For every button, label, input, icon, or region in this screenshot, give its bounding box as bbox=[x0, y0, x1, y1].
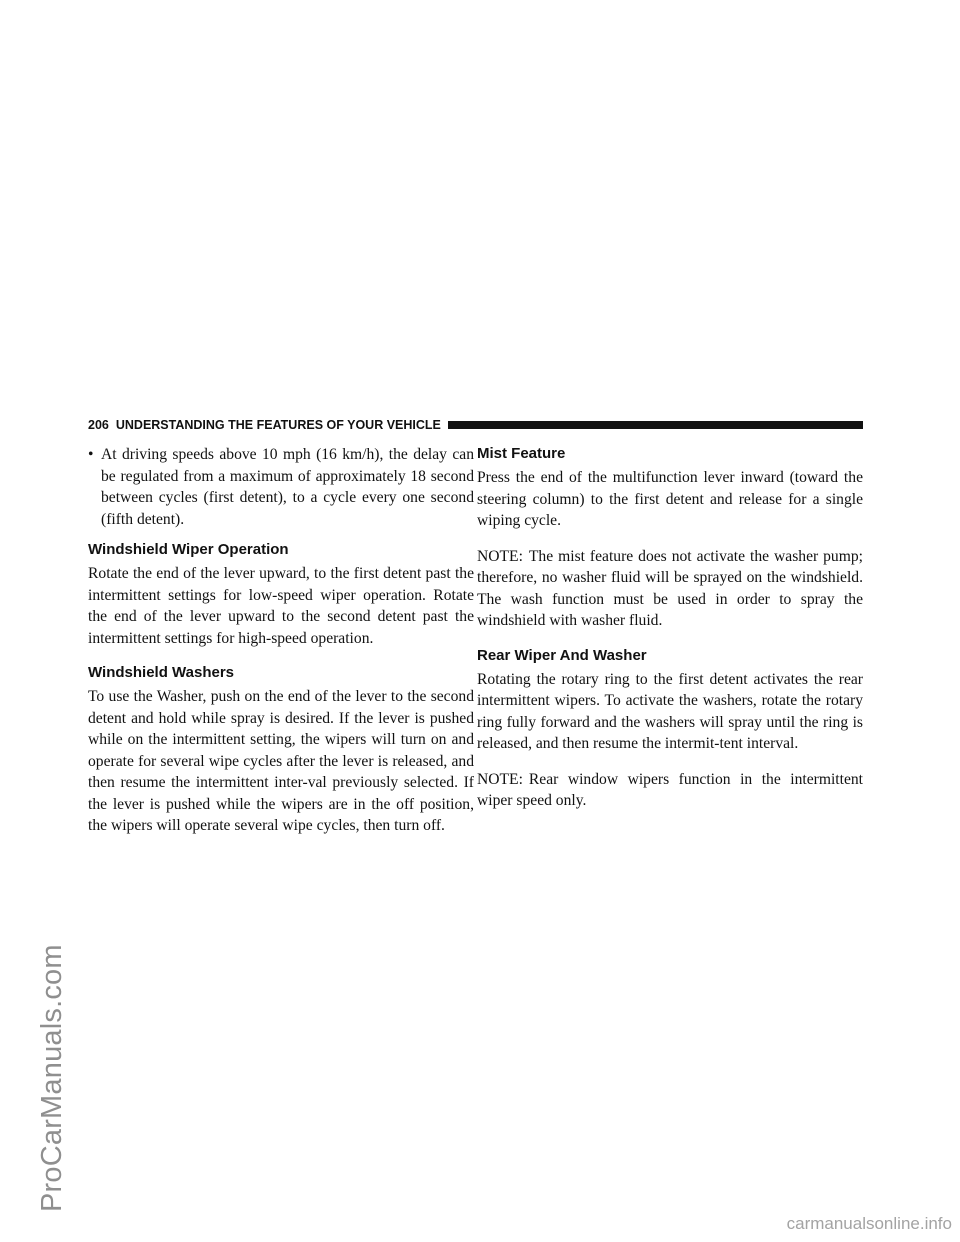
mist-feature-heading: Mist Feature bbox=[477, 445, 566, 462]
right-column bbox=[477, 444, 863, 826]
rear-wiper-text: Rotating the rotary ring to the first detent activates the rear intermittent wipers. To activate the washers, rotate the rotary ring fully forward and the washers will spray until the ring is released, and then resume the intermit-tent interval. bbox=[477, 670, 863, 752]
page-header bbox=[88, 416, 863, 434]
bullet-icon: • bbox=[88, 446, 94, 463]
rear-wiper-heading: Rear Wiper And Washer bbox=[477, 646, 647, 664]
list-item bbox=[88, 444, 474, 530]
left-column bbox=[88, 444, 474, 851]
page-number: 206 bbox=[88, 418, 109, 432]
note-mist bbox=[477, 546, 863, 632]
windshield-washers-heading: Windshield Washers bbox=[88, 664, 235, 681]
note-text: The mist feature does not activate the washer pump; therefore, no washer fluid will be sprayed on the windshield. The wash function must be used in order to spray the windshield with washer fluid. bbox=[477, 547, 863, 629]
bullet-text: At driving speeds above 10 mph (16 km/h), the delay can be regulated from a maximum of approximately 18 second between cycles (first detent), to a cycle every one second (fifth detent). bbox=[101, 446, 474, 528]
side-watermark: ProCarManuals.com bbox=[36, 944, 68, 1212]
note-text: Rear window wipers function in the intermittent wiper speed only. bbox=[477, 770, 863, 809]
header-rule bbox=[448, 421, 863, 429]
windshield-washers-text: To use the Washer, push on the end of the lever to the second detent and hold while spray is desired. If the lever is pushed while on the intermittent setting, the wipers will turn on and operate for several wipe cycles after the lever is released, and then resume the intermittent inter-val previously selected. If the lever is pushed while the wipers are in the off position, the wipers will operate several wipe cycles, then turn off. bbox=[88, 688, 474, 834]
note-label: NOTE: bbox=[477, 547, 523, 565]
section-title: UNDERSTANDING THE FEATURES OF YOUR VEHICLE bbox=[115, 418, 441, 432]
bottom-watermark[interactable]: carmanualsonline.info bbox=[786, 1214, 952, 1233]
wiper-operation-text: Rotate the end of the lever upward, to the first detent past the intermittent settings for low-speed wiper operation. Rotate the end of the lever upward to the second detent past the intermittent settings for high-speed operation. bbox=[88, 565, 474, 647]
note-rear bbox=[477, 769, 863, 812]
note-label: NOTE: bbox=[477, 770, 523, 788]
wiper-operation-heading: Windshield Wiper Operation bbox=[88, 541, 289, 558]
mist-feature-text: Press the end of the multifunction lever inward (toward the steering column) to the first detent and release for a single wiping cycle. bbox=[477, 469, 863, 529]
